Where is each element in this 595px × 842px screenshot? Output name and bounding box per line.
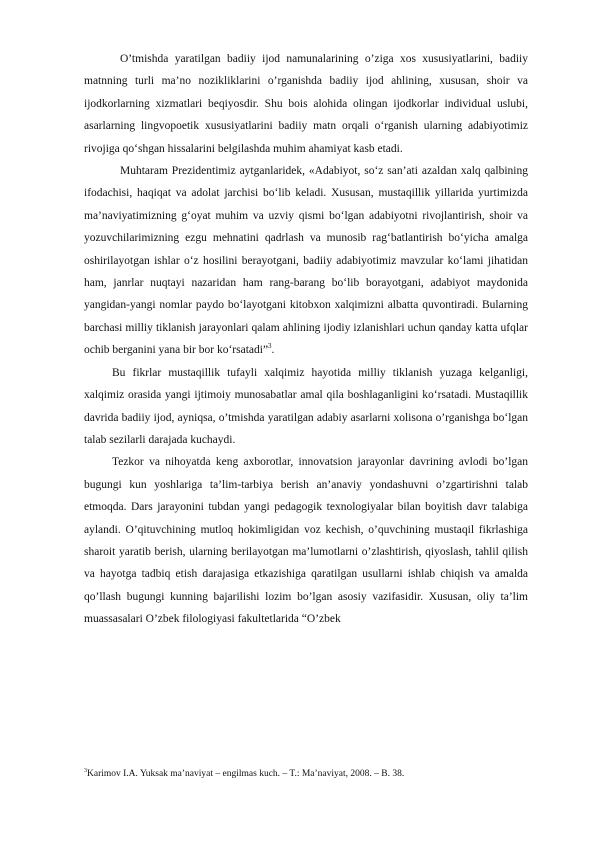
paragraph-3-text: Bu fikrlar mustaqillik tufayli xalqimiz hayotida milliy tiklanish yuzaga kelganligi, xalqimiz orasida yangi ijtimoiy munosabatlar amal qila boshlaganligini ko‘rsatadi. Mustaqillik davrida badiiy ijod, ayniqsa, o’tmishda yaratilgan adabiy asarlarni xolisona o’rganishga bo‘lgan talab sezilarli darajada kuchaydi. — [84, 366, 528, 446]
document-body — [84, 48, 528, 631]
paragraph-3 — [84, 362, 528, 452]
paragraph-1-text: O’tmishda yaratilgan badiiy ijod namunalarining o’ziga xos xususiyatlarini, badiiy matnning turli ma’no nozikliklarini o’rganishda badiiy ijod ahlining, xususan, shoir va ijodkorlarning xizmatlari beqiyosdir. Shu bois alohida olingan ijodkorlar individual uslubi, asarlarning lingvopoetik xususiyatlarini badiiy matn orqali o‘rganish ularning adabiyotimiz rivojiga qo‘shgan hissalarini belgilashda muhim ahamiyat kasb etadi. — [84, 53, 528, 155]
paragraph-1 — [84, 48, 528, 160]
footnote-marker: 3 — [84, 767, 87, 774]
footnote-text: Karimov I.A. Yuksak ma’naviyat – engilmas kuch. – T.: Ma’naviyat, 2008. – B. 38. — [87, 769, 405, 779]
paragraph-4-text: Tezkor va nihoyatda keng axborotlar, innovatsion jarayonlar davrining avlodi bo’lgan bugungi kun yoshlariga ta’lim-tarbiya berish an’anaviy yondashuvni o’zgartirishni talab etmoqda. Dars jarayonini tubdan yangi pedagogik texnologiyalar bilan boyitish davr talabiga aylandi. O’qituvchining mutloq hokimligidan voz kechish, o’quvchining mustaqil fikrlashiga sharoit yaratib berish, ularning berilayotgan ma’lumotlarni o’zlashtirish, qiyoslash, tahlil qilish va hayotga tadbiq etish darajasiga etkazishiga qaratilgan usullarni ishlab chiqish va amalda qo’llash bugungi kunning bajarilishi lozim bo’lgan asosiy vazifasidir. Xususan, oliy ta’lim muassasalari O’zbek filologiyasi fakultetlarida “O’zbek — [84, 456, 528, 626]
paragraph-4 — [84, 451, 528, 630]
footnote — [84, 768, 528, 780]
paragraph-2 — [84, 160, 528, 362]
paragraph-2-period: . — [271, 344, 275, 357]
footnote-reference[interactable]: 3 — [268, 342, 272, 351]
paragraph-2-text: Muhtaram Prezidentimiz aytganlaridek, «Adabiyot, so‘z san’ati azaldan xalq qalbining ifodachisi, haqiqat va adolat jarchisi bo‘lib keladi. Xususan, mustaqillik yillarida yurtimizda ma’naviyatimizning g‘oyat muhim va uzviy qismi bo‘lgan adabiyotni rivojlantirish, shoir va yozuvchilarimizning ezgu mehnatini qadrlash va munosib rag‘batlantirish bo‘yicha amalga oshirilayotgan ishlar o‘z hosilini berayotgani, badiiy adabiyotimiz mavzular ko‘lami jihatidan ham, janrlar nuqtayi nazaridan ham rang-barang bo‘lib borayotgani, adabiyot maydonida yangidan-yangi nomlar paydo bo‘layotgani kitobxon xalqimizni albatta quvontiradi. Bularning barchasi milliy tiklanish jarayonlari qalam ahlining ijodiy izlanishlari uchun qanday katta ufqlar ochib berganini yana bir bor ko‘rsatadi” — [84, 165, 528, 357]
